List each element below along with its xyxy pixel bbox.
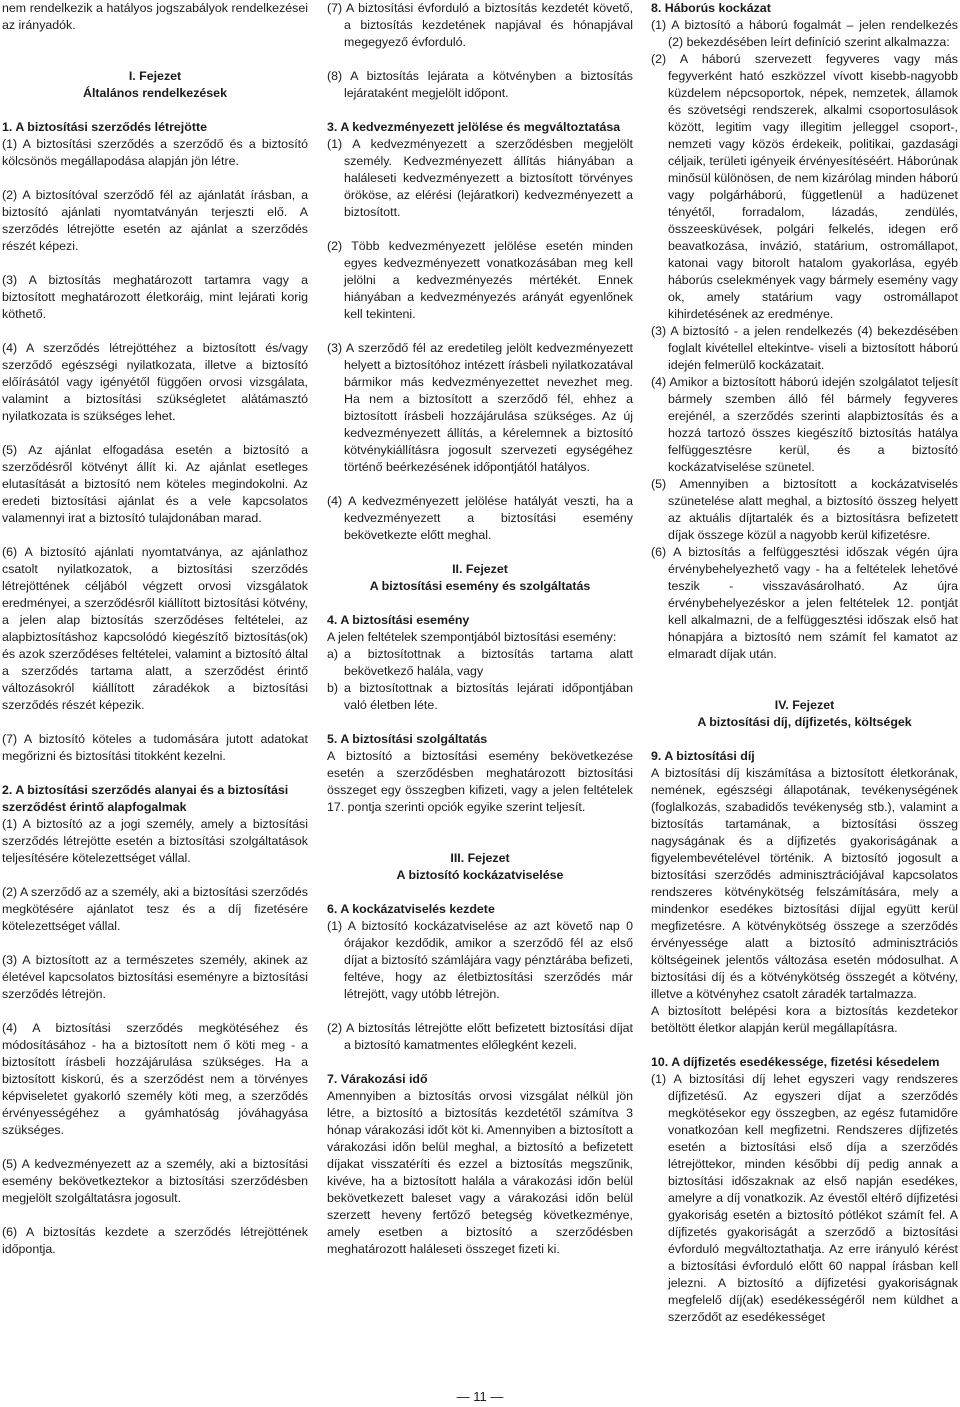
section-1-paragraph-4: (4) A szerződés létrejöttéhez a biztosított és/vagy szerződő egészségi nyilatkozata, illetve a biztosító előírásától vagy igényétől függően orvosi vizsgálata, valamint a biztosítási szükségletet alátámasztó nyilatkozata is szükséges lehet. (2, 341, 308, 423)
section-9-paragraph-2: A biztosított belépési kora a biztosítás kezdetekor betöltött életkor alapján kerül megállapításra. (651, 1004, 958, 1035)
section-8-paragraph-2: (2) A háború szervezett fegyveres vagy más fegyverként ható eszközzel vívott kisebb-nagyobb küzdelem népcsoportok, népek, nemzetek, államok és szövetségi rendszerek, alkalmi csoportosulások között, legitim vagy illegitim jelleggel csoport-, nemzeti vagy közös érdekeik, politikai, gazdasági céljaik, területi igényeik érvényesítéséért. Háborúnak minősül különösen, de nem kizárólag minden háború vagy polgárháború, függetlenül a hadüzenet tényétől, forradalom, lázadás, zendülés, összeesküvések, polgári felkelés, idegen erő beavatkozása, invázió, statárium, ostromállapot, katonai vagy bitorolt hatalom gyakorlása, egyéb háborús cselekmények vagy bármely esemény vagy ok, amely statárium vagy ostromállapot kihirdetésének az eredménye. (651, 52, 958, 321)
chapter-2-number: II. Fejezet (452, 562, 508, 576)
section-2-paragraph-3: (3) A biztosított az a természetes személy, akinek az életével kapcsolatos biztosítási eseményre a biztosítási szerződés létrejön. (2, 953, 308, 1001)
section-8-paragraph-1: (1) A biztosító a háború fogalmát – jelen rendelkezés (2) bekezdésében leírt definíció szerint alkalmazza: (651, 18, 958, 49)
column-right (651, 0, 958, 1326)
spacer (327, 714, 633, 731)
section-2-paragraph-5: (5) A kedvezményezett az a személy, aki a biztosítási esemény bekövetkeztekor a biztosítási szerződésben megjelölt szolgáltatásra jogosult. (2, 1157, 308, 1205)
chapter-2-heading (327, 561, 633, 595)
section-7-heading: 7. Várakozási idő (327, 1072, 428, 1086)
chapter-2-title: A biztosítási esemény és szolgáltatás (369, 579, 591, 593)
section-1-paragraph-3: (3) A biztosítás meghatározott tartamra vagy a biztosított meghatározott életkoráig, mint lejárati korig köthető. (2, 273, 308, 321)
section-6-paragraph-2: (2) A biztosítás létrejötte előtt befizetett biztosítási díjat a biztosító kamatmentes előlegként kezeli. (327, 1021, 633, 1052)
section-6-heading: 6. A kockázatviselés kezdete (327, 902, 495, 916)
section-1-heading: 1. A biztosítási szerződés létrejötte (2, 120, 207, 134)
list-item (327, 646, 633, 680)
section-3-paragraph-4: (4) A kedvezményezett jelölése hatályát veszti, ha a kedvezményezett a biztosítási esemény bekövetkezte előtt meghal. (327, 494, 633, 542)
section-2-paragraph-4: (4) A biztosítási szerződés megkötéséhez és módosításához - ha a biztosított nem ő köti meg - a biztosított írásbeli hozzájárulása szükséges. Ha a biztosított kiskorú, és a szerződést nem a törvényes képviseletet gyakorló személy köti meg, a szerződés érvényességéhez a gyámhatóság jóváhagyása szükséges. (2, 1021, 308, 1137)
section-3-paragraph-3: (3) A szerződő fél az eredetileg jelölt kedvezményezett helyett a biztosítóhoz intézett írásbeli nyilatkozatával bármikor más kedvezményezettet nevezhet meg. Ha nem a biztosított a szerződő fél, ehhez a biztosított írásbeli hozzájárulása szükséges. Az új kedvezményezett állítás, a kérelemnek a biztosító kötvénykiállításra jogosult szervezeti egységéhez történő beérkezésének időpontjától hatályos. (327, 341, 633, 474)
chapter-4-title: A biztosítási díj, díjfizetés, költségek (697, 715, 912, 729)
chapter-1-title: Általános rendelkezések (83, 86, 227, 100)
section-8-paragraph-3: (3) A biztosító - a jelen rendelkezés (4) bekezdésében foglalt kivétellel eltekintve- viseli a biztosított háború idején felmerülő kockázatait. (651, 324, 958, 372)
chapter-3-heading (327, 850, 633, 884)
section-3-paragraph-1: (1) A kedvezményezett a szerződésben megjelölt személy. Kedvezményezett állítás hiányában a haláleseti kedvezményezett a biztosított törvényes örököse, az elérési (lejáratkori) kedvezményezett a biztosított. (327, 137, 633, 219)
section-10-paragraph-1: (1) A biztosítási díj lehet egyszeri vagy rendszeres díjfizetésű. Az egyszeri díjat a szerződés megkötésekor egy összegben, az egész futamidőre vonatkozóan kell megfizetni. Rendszeres díjfizetés esetén a biztosítási első díja a szerződés létrejöttekor, minden későbbi díj pedig annak a biztosítási időszaknak az első napján esedékes, amelyre a díj vonatkozik. Az évestől eltérő díjfizetési gyakoriság esetén a biztosító pótlékot számít fel. A díjfizetés gyakoriságát a szerződő a biztosítási évforduló megváltoztathatja. Az erre irányuló kérést a biztosítási évforduló előtt 60 nappal írásban kell jelezni. A biztosító a díjfizetési gyakoriságnak megfelelő díj(ak) esedékességéről nem küldhet a szerződőt az esedékességet (651, 1072, 958, 1324)
list-marker: b) (327, 681, 339, 695)
section-10-heading: 10. A díjfizetés esedékessége, fizetési késedelem (651, 1055, 940, 1069)
section-2-paragraph-7: (7) A biztosítási évforduló a biztosítás kezdetét követő, a biztosítás kezdetének napjával és hónapjával megegyező évforduló. (327, 1, 633, 49)
section-2-paragraph-8: (8) A biztosítás lejárata a kötvényben a biztosítás lejárataként megjelölt időpont. (327, 69, 633, 100)
intro-paragraph: nem rendelkezik a hatályos jogszabályok rendelkezései az irányadók. (2, 1, 308, 32)
chapter-3-title: A biztosító kockázatviselése (396, 868, 564, 882)
section-9-heading: 9. A biztosítási díj (651, 749, 755, 763)
section-8-paragraph-5: (5) Amennyiben a biztosított a kockázatviselés szünetelése alatt meghal, a biztosító összeg helyett az aktuális díjtartalék és a biztosításra befizetett díjak összege közül a nagyobb kerül kifizetésre. (651, 477, 958, 542)
section-8-paragraph-6: (6) A biztosítás a felfüggesztési időszak végén újra érvénybehelyezhető vagy - ha a feltételek lehetővé teszik - visszavásárolható. Az újra érvénybehelyezéskor a jelen feltételek 12. pontját kell alkalmazni, de a felfüggesztési időszak első hat hónapjára a biztosító nem számít fel kamatot az elmaradt díjak után. (651, 545, 958, 661)
section-7-paragraph-1: Amennyiben a biztosítás orvosi vizsgálat nélkül jön létre, a biztosító a biztosítás kezdetétől számítva 3 hónap várakozási időt köt ki. Amennyiben a biztosított a várakozási időn belül meghal, a biztosító a befizetett díjakat visszatéríti és ezzel a biztosítás megszűnik, kivéve, ha a biztosított halála a várakozási időn belül bekövetkezett baleset vagy a várakozási időn belül szerzett heveny fertőző betegség következménye, amely esetben a biztosító a szerződésben meghatározott haláleseti összeget fizeti ki. (327, 1089, 633, 1256)
section-6-paragraph-1: (1) A biztosító kockázatviselése az azt követő nap 0 órájakor kezdődik, amikor a szerződő fél az első díjat a biztosító számlájára vagy pénztárába befizeti, feltéve, hogy az életbiztosítási szerződés már létrejött, vagy utóbb létrejön. (327, 919, 633, 1001)
section-9-paragraph-1: A biztosítási díj kiszámítása a biztosított életkorának, nemének, egészségi állapotának, tevékenységének (foglalkozás, szabadidős tevékenység stb.), valamint a biztosítás tartamának, a biztosítási összeg nagyságának és a díjfizetés gyakoriságának a figyelembevételével történik. A biztosító jogosult a biztosítási szerződés adminisztrációjával kapcsolatos rendszeres kötvénykötség felszámítására, mely a mindenkor esedékes biztosítási díjjal együtt kerül megfizetésre. A kötvénykötség összege a szerződés érvényessége alatt a biztosító adminisztrációs költségeinek jelentős változása esetén módosulhat. A biztosítási díj és a kötvénykötség összegét a kötvény, illetve a kötvényhez csatolt záradék tartalmazza. (651, 766, 958, 1001)
section-8-heading: 8. Háborús kockázat (651, 1, 771, 15)
list-text: a biztosítottnak a biztosítás lejárati időpontjában való életben léte. (344, 681, 633, 712)
chapter-1-number: I. Fejezet (128, 69, 182, 83)
section-5-paragraph-1: A biztosító a biztosítási esemény bekövetkezése esetén a szerződésben meghatározott biztosítási összeget egy összegben kifizeti, vagy a jelen feltételek 17. pontja szerinti opciók egyike szerint teljesít. (327, 749, 633, 814)
section-1-paragraph-2: (2) A biztosítóval szerződő fél az ajánlatát írásban, a biztosító ajánlati nyomtatványán terjeszti elő. A szerződés létrejötte esetén az ajánlat a szerződés részét képezi. (2, 188, 308, 253)
section-2-paragraph-1: (1) A biztosító az a jogi személy, amely a biztosítási szerződés létrejötte esetén a biztosítási szolgáltatások teljesítésére kötelezettséget vállal. (2, 817, 308, 865)
list-marker: a) (327, 647, 339, 661)
section-8-paragraph-4: (4) Amikor a biztosított háború idején szolgálatot teljesít bármely szemben álló fél bármely fegyveres erejénél, a szerződés szerinti alapbiztosítás és a hozzá tartozó összes kiegészítő biztosítás hatálya felfüggesztésre kerül, és a biztosító kockázatviselése szünetel. (651, 375, 958, 474)
section-4-intro: A jelen feltételek szempontjából biztosítási esemény: (327, 630, 617, 644)
section-2-paragraph-2: (2) A szerződő az a személy, aki a biztosítási szerződés megkötésére ajánlatot tesz és a díj fizetésére kötelezettséget vállal. (2, 885, 308, 933)
section-3-heading: 3. A kedvezményezett jelölése és megváltoztatása (327, 120, 621, 134)
section-1-paragraph-7: (7) A biztosító köteles a tudomására jutott adatokat megőrizni és biztosítási titokként kezelni. (2, 732, 308, 763)
list-text: a biztosítottnak a biztosítás tartama alatt bekövetkező halála, vagy (344, 647, 633, 678)
column-middle (327, 0, 633, 1275)
section-2-heading: 2. A biztosítási szerződés alanyai és a biztosítási szerződést érintő alapfogalmak (2, 783, 289, 814)
section-2-paragraph-6: (6) A biztosítás kezdete a szerződés létrejöttének időpontja. (2, 1225, 308, 1256)
chapter-4-number: IV. Fejezet (774, 698, 835, 712)
column-left (2, 0, 308, 1275)
chapter-4-heading (651, 697, 958, 731)
page-number: — 11 — (456, 1389, 504, 1404)
section-1-paragraph-6: (6) A biztosító ajánlati nyomtatványa, az ajánlathoz csatolt nyilatkozatok, a biztosítási szerződés létrejöttének céljából végzett orvosi vizsgálatok eredményei, a szerződésről kiállított biztosítási kötvény, a jelen alap biztosítás szerződéses feltételei, az alapbiztosításhoz kapcsolódó kiegészítő biztosítás(ok) és azok szerződéses feltételei, valamint a biztosító által a szerződés tartama alatt, a szerződést érintő változásokról kiállított záradékok a biztosítási szerződés részét képezik. (2, 545, 308, 712)
chapter-3-number: III. Fejezet (450, 851, 510, 865)
chapter-1-heading (2, 68, 308, 102)
section-4-heading: 4. A biztosítási esemény (327, 613, 470, 627)
list-item (327, 680, 633, 714)
section-5-heading: 5. A biztosítási szolgáltatás (327, 732, 488, 746)
section-1-paragraph-1: (1) A biztosítási szerződés a szerződő és a biztosító kölcsönös megállapodása alapján jön létre. (2, 137, 308, 168)
section-3-paragraph-2: (2) Több kedvezményezett jelölése esetén minden egyes kedvezményezett vonatkozásában meg kell jelölni a kedvezményezés mértékét. Ennek hiányában a kedvezményezés arányát egyenlőnek kell tekinteni. (327, 239, 633, 321)
section-1-paragraph-5: (5) Az ajánlat elfogadása esetén a biztosító a szerződésről kötvényt állít ki. Az ajánlat esetleges elutasítását a biztosító nem köteles megindokolni. Az eredeti biztosítási ajánlat és a vele kapcsolatos valamennyi irat a biztosító tulajdonában marad. (2, 443, 308, 525)
